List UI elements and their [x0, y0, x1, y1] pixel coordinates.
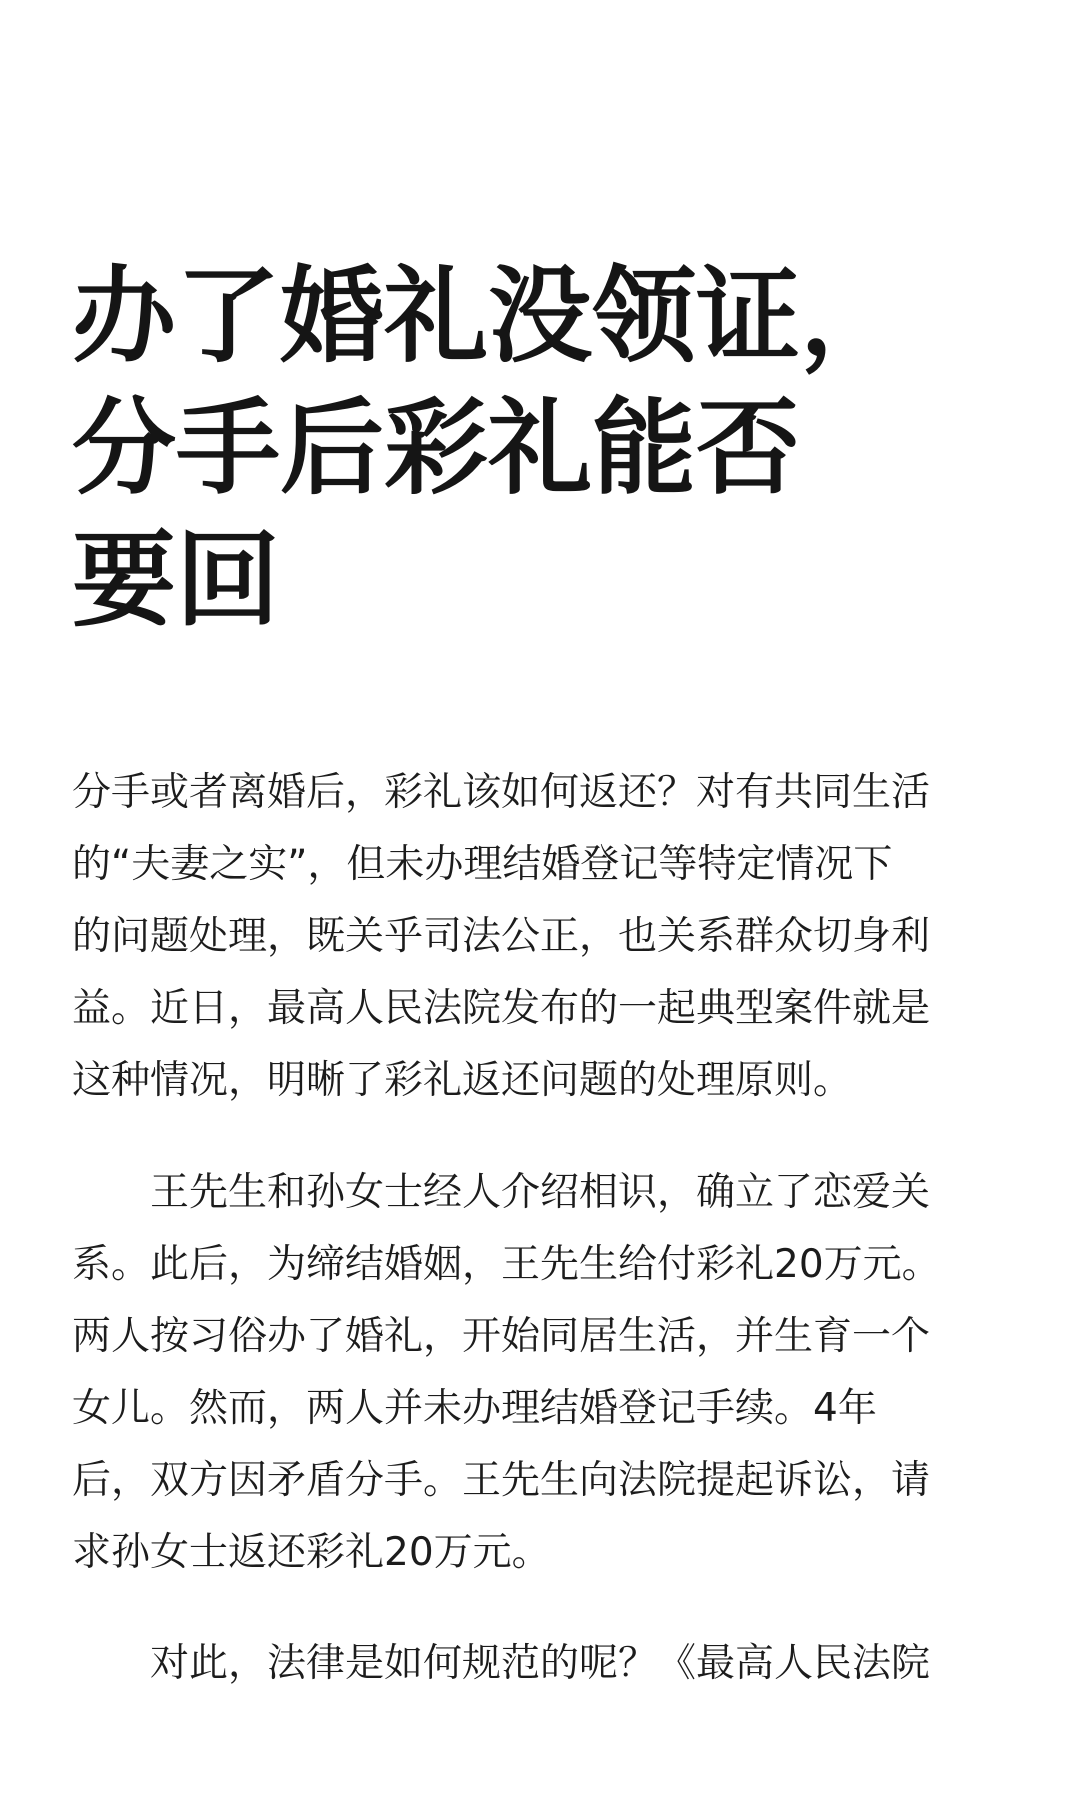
article-title [72, 250, 905, 646]
text-line: 分手或者离婚后，彩礼该如何返还？对有共同生活 [72, 770, 931, 815]
paragraph-case [72, 1157, 1012, 1589]
text-line: 益。近日，最高人民法院发布的一起典型案件就是 [72, 986, 931, 1031]
text-line: 求孙女士返还彩礼20万元。 [72, 1530, 551, 1575]
text-line: 对此，法律是如何规范的呢？《最高人民法院 [150, 1641, 931, 1686]
title-line: 要回 [72, 519, 281, 641]
title-line: 办了婚礼没领证， [72, 255, 905, 377]
text-line: 女儿。然而，两人并未办理结婚登记手续。4年 [72, 1386, 877, 1431]
paragraph-law [72, 1628, 1012, 1700]
text-line: 后，双方因矛盾分手。王先生向法院提起诉讼，请 [72, 1458, 931, 1503]
text-line: 王先生和孙女士经人介绍相识，确立了恋爱关 [150, 1170, 931, 1215]
text-line: 系。此后，为缔结婚姻，王先生给付彩礼20万元。 [72, 1242, 941, 1287]
text-line: 的问题处理，既关乎司法公正，也关系群众切身利 [72, 914, 931, 959]
text-line: 这种情况，明晰了彩礼返还问题的处理原则。 [72, 1058, 853, 1103]
text-line: 两人按习俗办了婚礼，开始同居生活，并生育一个 [72, 1314, 931, 1359]
title-line: 分手后彩礼能否 [72, 387, 801, 509]
paragraph-intro [72, 757, 1012, 1117]
text-line: 的“夫妻之实”，但未办理结婚登记等特定情况下 [72, 842, 893, 887]
